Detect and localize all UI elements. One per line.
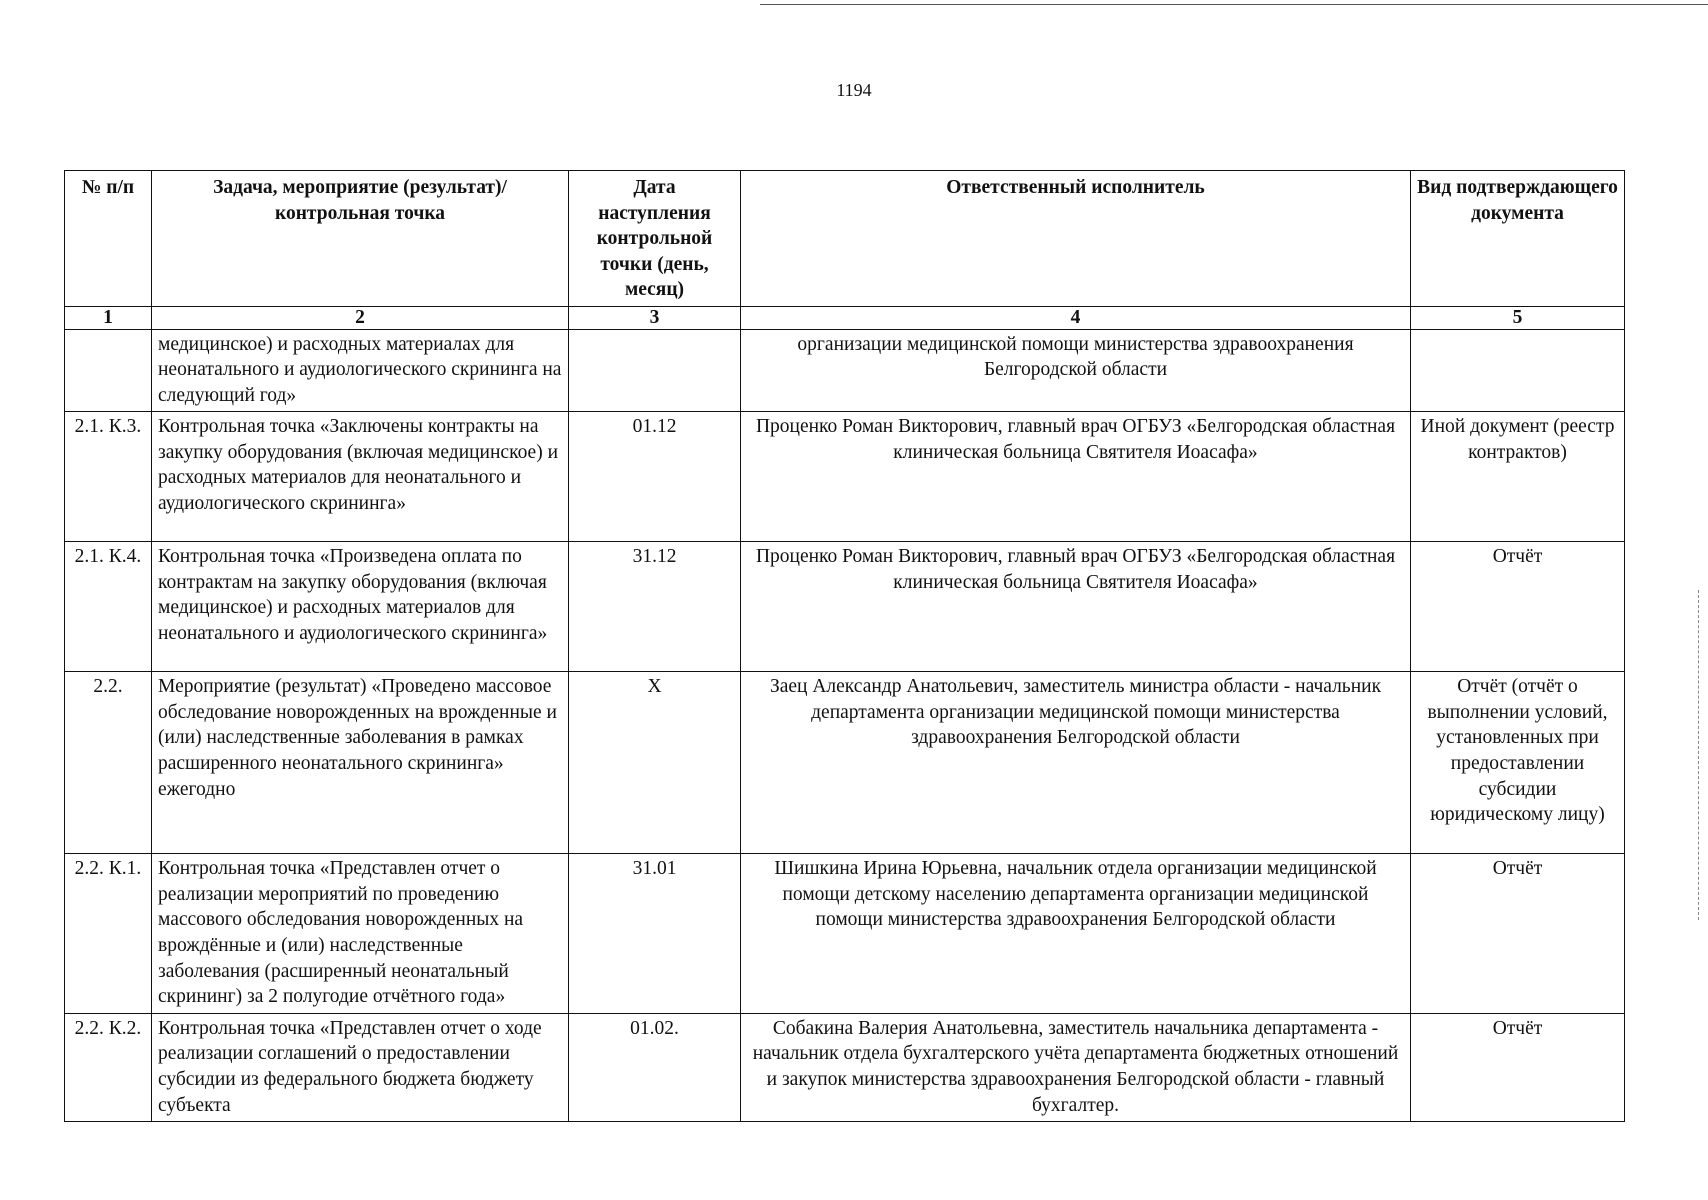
table-row (65, 412, 1625, 542)
row-task: Контрольная точка «Заключены контракты на закупку оборудования (включая медицинское) и расходных материалов для неонатального и аудиологического скрининга» (152, 412, 569, 542)
header-date: Дата наступления контрольной точки (день, месяц) (569, 171, 741, 307)
column-number: 4 (741, 306, 1411, 329)
row-task: Контрольная точка «Представлен отчет о ходе реализации соглашений о предоставлении субсидии из федерального бюджета бюджету субъекта (152, 1013, 569, 1121)
row-executor: организации медицинской помощи министерства здравоохранения Белгородской области (741, 329, 1411, 412)
table-row (65, 1013, 1625, 1121)
row-date: 01.02. (569, 1013, 741, 1121)
row-task: Контрольная точка «Представлен отчет о реализации мероприятий по проведению массового обследования новорожденных на врождённые и (или) наследственные заболевания (расширенный неонатальный скрининг) за 2 полугодие отчётного года» (152, 854, 569, 1014)
column-number: 5 (1411, 306, 1625, 329)
row-executor: Шишкина Ирина Юрьевна, начальник отдела организации медицинской помощи детскому населению департамента организации медицинской помощи министерства здравоохранения Белгородской области (741, 854, 1411, 1014)
row-executor: Заец Александр Анатольевич, заместитель министра области - начальник департамента организации медицинской помощи министерства здравоохранения Белгородской области (741, 672, 1411, 854)
row-date: 31.12 (569, 542, 741, 672)
header-row (65, 171, 1625, 307)
control-points-table (64, 170, 1625, 1122)
row-doc-type: Отчёт (отчёт о выполнении условий, установленных при предоставлении субсидии юридическому лицу) (1411, 672, 1625, 854)
row-date: 01.12 (569, 412, 741, 542)
table-row (65, 542, 1625, 672)
row-num: 2.2. (65, 672, 152, 854)
header-task: Задача, мероприятие (результат)/ контрольная точка (152, 171, 569, 307)
row-num: 2.2. К.2. (65, 1013, 152, 1121)
row-task: Мероприятие (результат) «Проведено массовое обследование новорожденных на врожденные и (или) наследственные заболевания в рамках расширенного неонатального скрининга» ежегодно (152, 672, 569, 854)
scan-edge-mark (1698, 590, 1699, 920)
row-date: X (569, 672, 741, 854)
column-number: 3 (569, 306, 741, 329)
row-num (65, 329, 152, 412)
row-num: 2.1. К.3. (65, 412, 152, 542)
row-num: 2.2. К.1. (65, 854, 152, 1014)
row-doc-type: Отчёт (1411, 854, 1625, 1014)
row-executor: Проценко Роман Викторович, главный врач ОГБУЗ «Белгородская областная клиническая больница Святителя Иоасафа» (741, 542, 1411, 672)
row-doc-type: Иной документ (реестр контрактов) (1411, 412, 1625, 542)
table-row (65, 329, 1625, 412)
table-row (65, 854, 1625, 1014)
row-task: медицинское) и расходных материалах для неонатального и аудиологического скрининга на следующий год» (152, 329, 569, 412)
row-executor: Собакина Валерия Анатольевна, заместитель начальника департамента - начальник отдела бухгалтерского учёта департамента бюджетных отношений и закупок министерства здравоохранения Белгородской области - главный бухгалтер. (741, 1013, 1411, 1121)
row-date: 31.01 (569, 854, 741, 1014)
header-executor: Ответственный исполнитель (741, 171, 1411, 307)
row-doc-type (1411, 329, 1625, 412)
column-number: 2 (152, 306, 569, 329)
row-date (569, 329, 741, 412)
row-doc-type: Отчёт (1411, 1013, 1625, 1121)
row-num: 2.1. К.4. (65, 542, 152, 672)
row-executor: Проценко Роман Викторович, главный врач ОГБУЗ «Белгородская областная клиническая больница Святителя Иоасафа» (741, 412, 1411, 542)
table-row (65, 672, 1625, 854)
row-task: Контрольная точка «Произведена оплата по контрактам на закупку оборудования (включая медицинское) и расходных материалов для неонатального и аудиологического скрининга» (152, 542, 569, 672)
header-num: № п/п (65, 171, 152, 307)
page-number: 1194 (836, 80, 872, 100)
header-doc-type: Вид подтверждающего документа (1411, 171, 1625, 307)
row-doc-type: Отчёт (1411, 542, 1625, 672)
column-number: 1 (65, 306, 152, 329)
top-scan-rule (760, 4, 1708, 5)
column-number-row (65, 306, 1625, 329)
